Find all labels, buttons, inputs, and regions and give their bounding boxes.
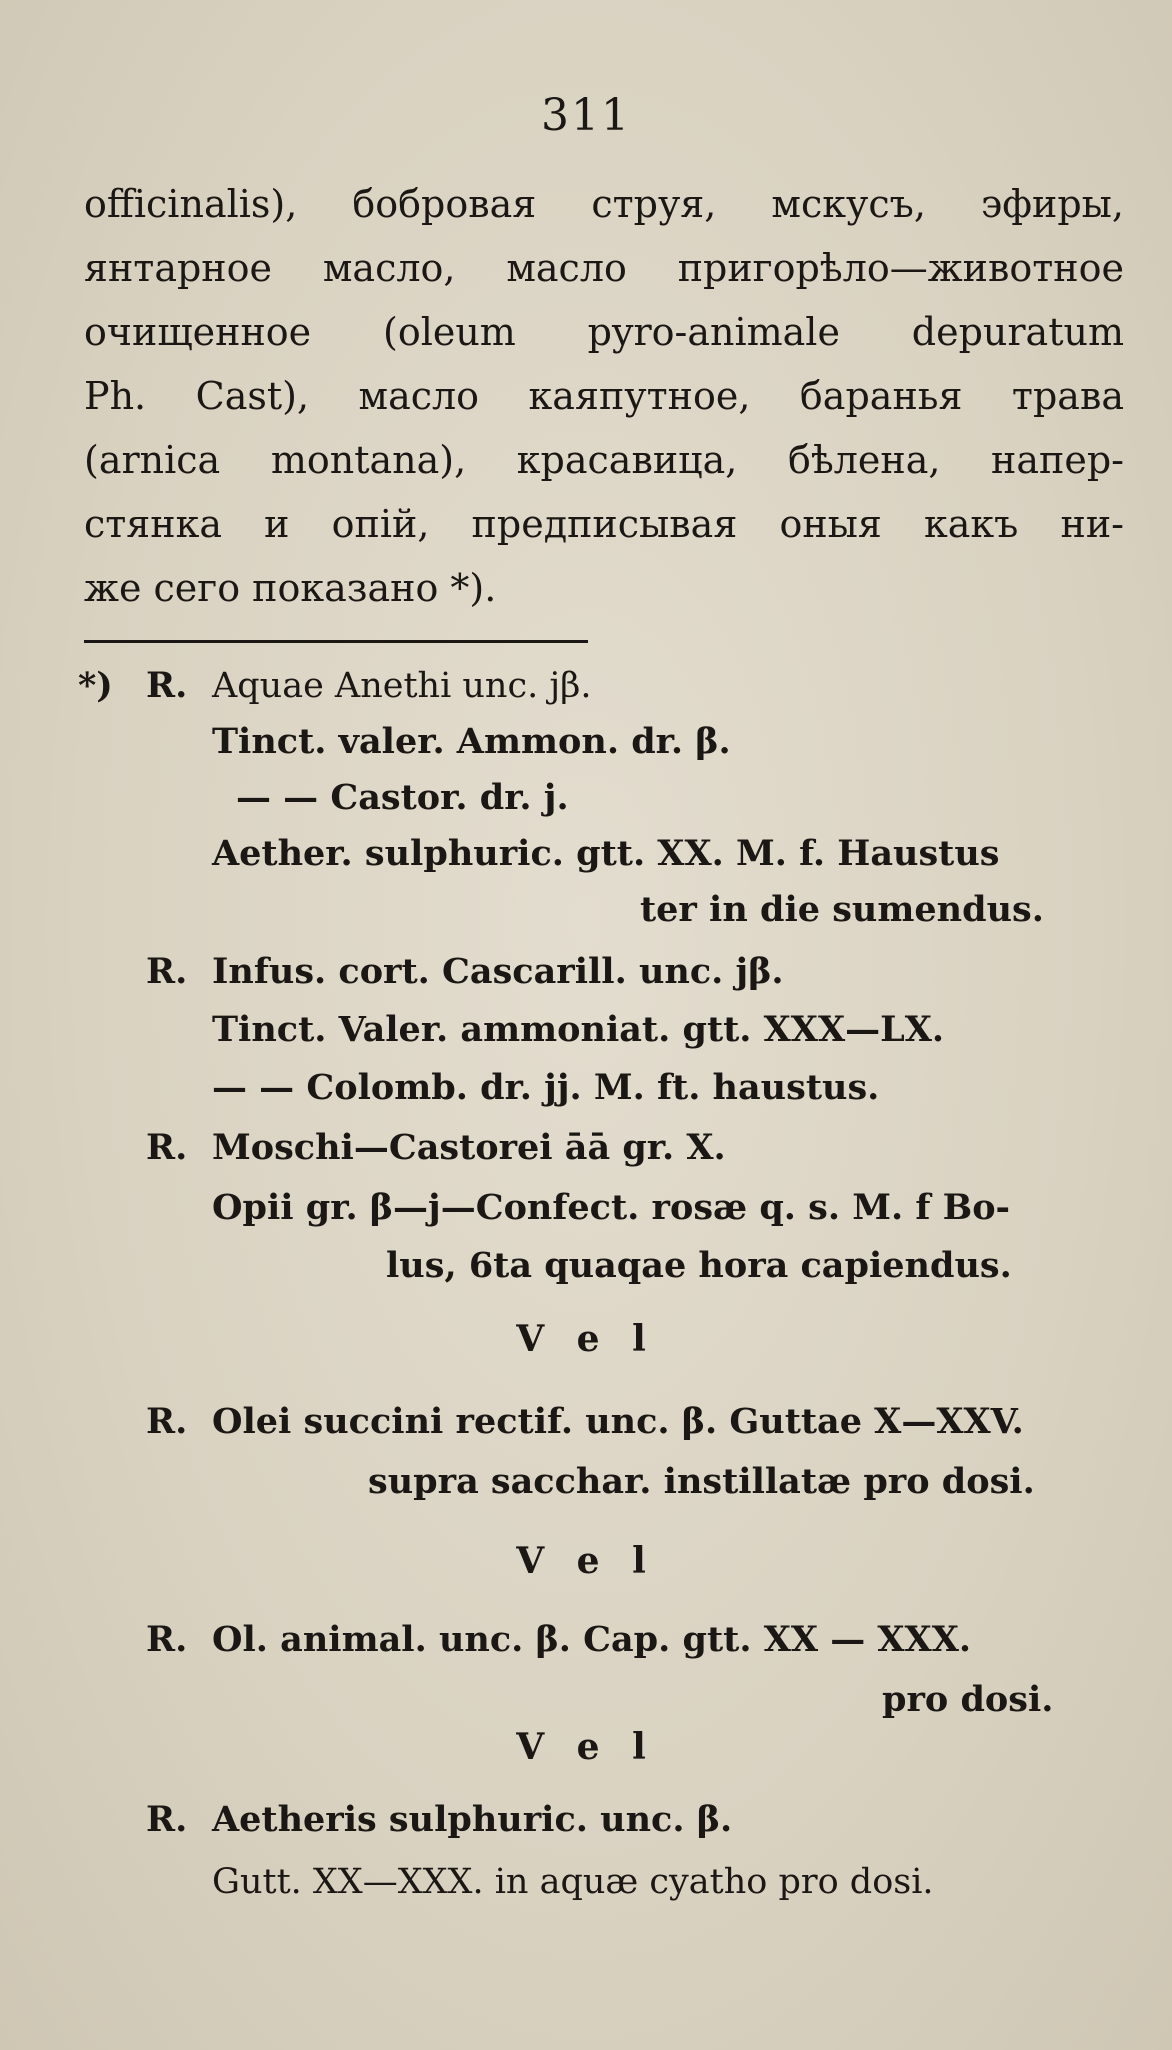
footnote-divider: [84, 640, 588, 643]
recipe-line: Aetheris sulphuric. unc. β.: [212, 1799, 733, 1840]
body-line: же сего показано *).: [84, 566, 497, 610]
body-line: (arnica montana), красавица, бѣлена, напер-: [84, 438, 1124, 482]
body-line: янтарное масло, масло пригорѣло—животное: [84, 246, 1124, 290]
recipe-sign: R.: [146, 1619, 188, 1660]
recipe-line: pro dosi.: [882, 1679, 1054, 1720]
recipe-sign: R.: [146, 1127, 188, 1168]
recipe-line: supra sacchar. instillatæ pro dosi.: [368, 1461, 1035, 1502]
recipe-line: Ol. animal. unc. β. Cap. gtt. XX — XXX.: [212, 1619, 972, 1660]
vel-heading: V e l: [516, 1726, 656, 1768]
recipe-line: ter in die sumendus.: [640, 889, 1044, 930]
body-line: стянка и опій, предписывая оныя какъ ни-: [84, 502, 1124, 546]
recipe-line: Aquae Anethi unc. jβ.: [212, 666, 592, 706]
recipe-line: Tinct. Valer. ammoniat. gtt. XXX—LX.: [212, 1009, 945, 1050]
vel-heading: V e l: [516, 1318, 656, 1360]
vel-heading: V e l: [516, 1540, 656, 1582]
recipe-line: Opii gr. β—j—Confect. rosæ q. s. M. f Bo-: [212, 1187, 1011, 1228]
recipe-line: — — Castor. dr. j.: [236, 777, 569, 818]
recipe-sign: R.: [146, 951, 188, 992]
recipe-line: Moschi—Castorei āā gr. X.: [212, 1127, 726, 1168]
recipe-sign: R.: [146, 1401, 188, 1442]
body-line: очищенное (oleum pyro-animale depuratum: [84, 310, 1124, 354]
recipe-line: Tinct. valer. Ammon. dr. β.: [212, 721, 731, 762]
recipe-line: — — Colomb. dr. jj. M. ft. haustus.: [212, 1067, 880, 1108]
body-line: officinalis), бобровая струя, мскусъ, эфиры,: [84, 182, 1124, 226]
recipe-line: Olei succini rectif. unc. β. Guttae X—XXV.: [212, 1401, 1024, 1442]
recipe-sign: R.: [146, 1799, 188, 1840]
recipe-line: Infus. cort. Cascarill. unc. jβ.: [212, 951, 784, 992]
recipe-line: Gutt. XX—XXX. in aquæ cyatho pro dosi.: [212, 1862, 934, 1902]
recipe-line: lus, 6ta quaqae hora capiendus.: [386, 1245, 1012, 1286]
body-paragraph: [84, 172, 1124, 620]
footnote-marker: *): [78, 665, 113, 706]
page-number: 311: [541, 90, 631, 141]
body-line: Ph. Cast), масло каяпутное, баранья трава: [84, 374, 1124, 418]
recipe-line: Aether. sulphuric. gtt. XX. M. f. Haustus: [212, 833, 1000, 874]
recipe-sign: R.: [146, 665, 188, 706]
